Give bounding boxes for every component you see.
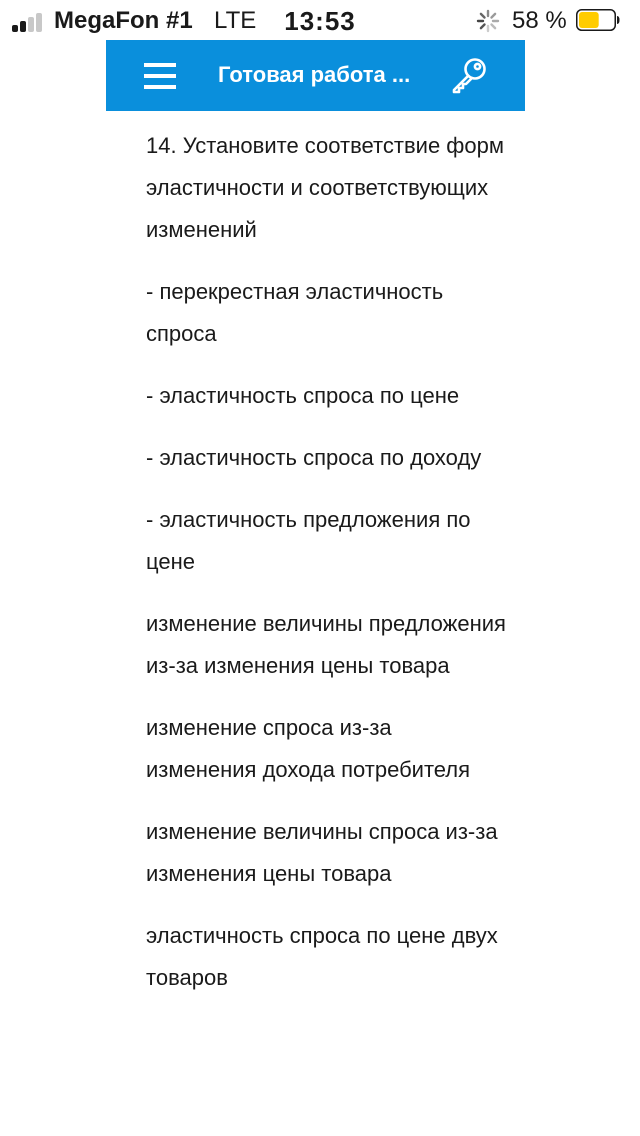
answer-item: изменение величины спроса из-за изменения цены товара xyxy=(146,819,498,886)
battery-percent: 58 % xyxy=(512,7,567,34)
key-icon[interactable] xyxy=(450,56,488,94)
list-item: - эластичность спроса по цене xyxy=(146,383,460,408)
network-type: LTE xyxy=(214,7,257,34)
answer-item: эластичность спроса по цене двух товаров xyxy=(146,923,498,990)
carrier-name: MegaFon #1 xyxy=(54,7,193,34)
status-time: 13:53 xyxy=(284,6,356,36)
battery-icon xyxy=(576,9,620,31)
status-bar xyxy=(0,0,640,40)
app-header xyxy=(106,40,525,111)
list-item: - эластичность предложения по цене xyxy=(146,507,471,574)
question-text: 14. Установите соответствие форм эластичности и соответствующих изменений xyxy=(146,133,504,242)
article-content xyxy=(146,125,506,1019)
hamburger-menu-icon[interactable] xyxy=(144,61,178,91)
answer-item: изменение спроса из-за изменения дохода потребителя xyxy=(146,715,471,782)
list-item: - эластичность спроса по доходу xyxy=(146,445,482,470)
list-item: - перекрестная эластичность спроса xyxy=(146,279,444,346)
activity-spinner-icon xyxy=(476,9,500,33)
answer-item: изменение величины предложения из-за изменения цены товара xyxy=(146,611,506,678)
page-title: Готовая работа ... xyxy=(218,62,411,87)
